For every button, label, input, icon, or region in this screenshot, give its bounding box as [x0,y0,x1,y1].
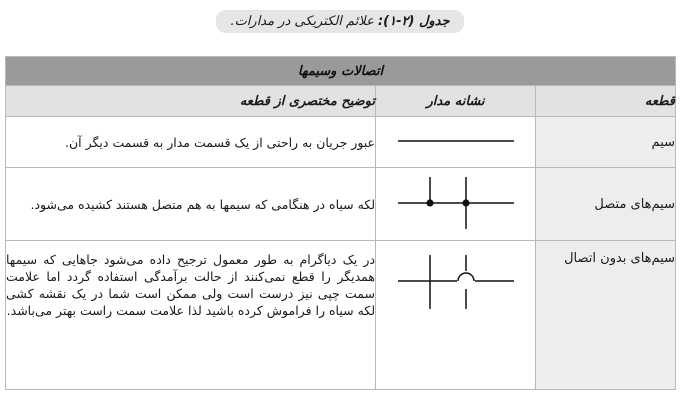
component-description: لکه سیاه در هنگامی که سیمها به هم متصل هستند کشیده می‌شود. [6,168,376,241]
symbol-cell [376,117,536,168]
symbol-cell [376,168,536,241]
header-symbol: نشانه مدار [376,86,536,117]
caption-container [0,10,680,33]
symbol-cell [376,241,536,390]
caption-text: علائم الکتریکی در مدارات. [230,14,378,29]
wire-symbol-icon [396,131,516,151]
header-component: قطعه [536,86,676,117]
table-caption [216,10,463,33]
component-description: عبور جریان به راحتی از یک قسمت مدار به قسمت دیگر آن. [6,117,376,168]
section-header-row [6,57,676,86]
symbols-table [5,56,676,390]
joined-wires-symbol-icon [396,173,516,233]
unjoined-wires-symbol-icon [396,253,516,311]
component-name: سیم‌های بدون اتصال [536,241,676,390]
section-title: اتصالات وسیمها [6,57,676,86]
component-name: سیم‌های متصل [536,168,676,241]
table-row [6,168,676,241]
component-description: در یک دیاگرام به طور معمول ترجیح داده می‌شود جاهایی که سیمها همدیگر را قطع نمی‌کنند از حالت برآمدگی استفاده گردد اما علامت سمت چپی نیز درست است ولی ممکن است شما در یک نقشه کشی لکه سیاه را فراموش کرده باشید لذا علامت سمت راست بهتر می‌باشد. [6,241,376,390]
component-name: سیم [536,117,676,168]
table-row [6,117,676,168]
caption-prefix: جدول (۲-۱): [377,14,450,29]
column-header-row [6,86,676,117]
header-description: توضیح مختصری از قطعه [6,86,376,117]
table-row [6,241,676,390]
